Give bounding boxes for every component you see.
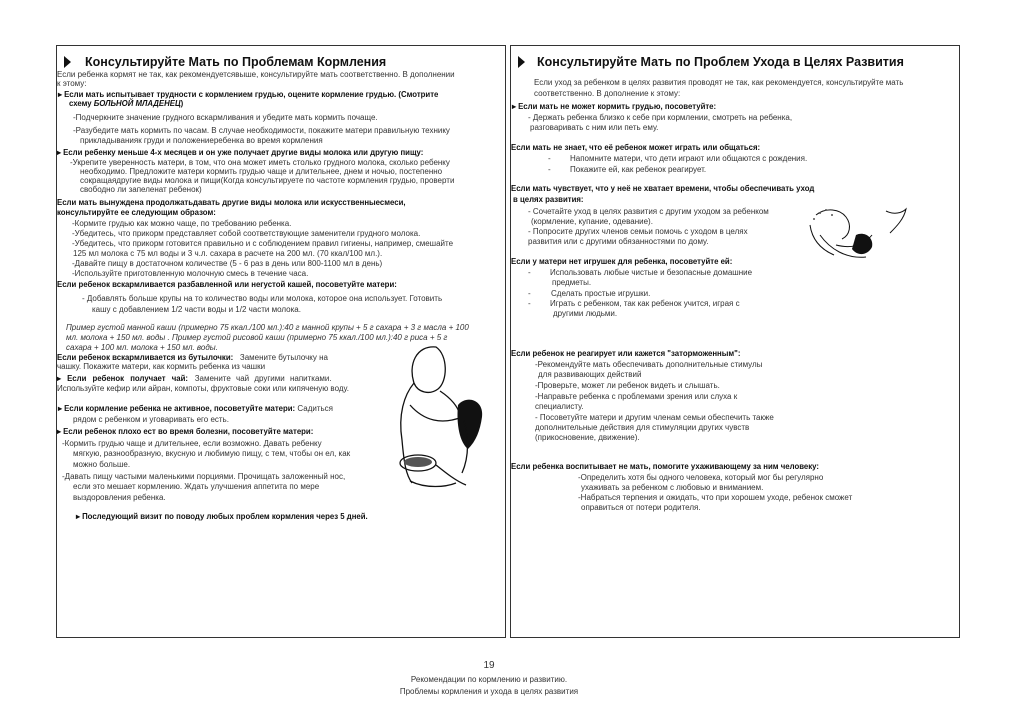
- text-line: специалисту.: [535, 402, 584, 411]
- parent-playing-with-baby-illustration: [806, 205, 910, 261]
- section-heading: ▸ Если мать не может кормить грудью, посоветуйте:: [512, 102, 717, 111]
- text-line: оправиться от потери родителя.: [581, 503, 701, 512]
- text-line: мл. молока + 150 мл. воды . Пример густой рисовой каши (примерно 75 ккал./100 мл.):40 г риса + 5 г: [66, 333, 448, 342]
- text-line: к этому:: [57, 79, 87, 88]
- text-line: Садиться: [297, 404, 333, 413]
- section-heading: ▸ Если ребенок получает чай:: [57, 374, 189, 383]
- text-line: -Давать пищу частыми маленькими порциями. Прочищать заложенный нос,: [62, 472, 346, 481]
- text-line: ухаживать за ребенком с любовью и вниманием.: [581, 483, 764, 492]
- text-line: -Кормите грудью как можно чаще, по требованию ребенка.: [72, 219, 292, 228]
- bullet-dash: -: [528, 299, 531, 308]
- text-line: дополнительные действия для стимуляции других чувств: [535, 423, 750, 432]
- text-line: -Определить хотя бы одного человека, который мог бы регулярно: [578, 473, 824, 482]
- text-line: если это мешает кормлению. Ждать улучшения аппетита по мере: [73, 482, 320, 491]
- triangle-bullet-icon: [518, 56, 525, 68]
- text-line: [58, 404, 333, 414]
- text-line: - Держать ребенка близко к себе при кормлении, смотреть на ребенка,: [528, 113, 793, 122]
- footer-line-2: Проблемы кормления и ухода в целях развития: [399, 687, 579, 696]
- right-title: Консультируйте Мать по Проблем Ухода в Целях Развития: [537, 55, 904, 69]
- text-line: Использовать любые чистые и безопасные домашние: [550, 268, 753, 277]
- bullet-dash: -: [548, 154, 551, 163]
- text-line: Если уход за ребенком в целях развития проводят не так, как рекомендуется, консультируйте мать: [534, 78, 904, 87]
- section-heading: ▸ Если ребенок плохо ест во время болезни, посоветуйте матери:: [57, 427, 314, 436]
- text-line: -Набраться терпения и ожидать, что при хорошем уходе, ребенок сможет: [578, 493, 853, 502]
- text-line: Если ребенка кормят не так, как рекомендуетсявыше, консультируйте мать соответственно. В дополнении: [57, 70, 455, 79]
- bullet-dash: -: [528, 268, 531, 277]
- text-line: предметы.: [552, 278, 592, 287]
- text-line: Напомните матери, что дети играют или общаются с рождения.: [570, 154, 808, 163]
- text-line: рядом с ребенком и уговаривать его есть.: [73, 415, 229, 424]
- text-line: -Используйте приготовленную молочную смесь в течение часа.: [72, 269, 309, 278]
- section-heading: Если ребенок вскармливается разбавленной или негустой кашей, посоветуйте матери:: [57, 280, 397, 289]
- text-line: - Сочетайте уход в целях развития с другим уходом за ребенком: [528, 207, 769, 216]
- text-line: для развивающих действий: [538, 370, 642, 379]
- text-line: мягкую, разнообразную, вкусную и любимую пищу, с тем, чтобы он ел, как: [73, 449, 351, 458]
- text-line: -Кормить грудью чаще и длительнее, если возможно. Давать ребенку: [62, 439, 322, 448]
- section-heading: консультируйте ее следующим образом:: [57, 208, 216, 217]
- section-heading: ▸ Если кормление ребенка не активное, посоветуйте матери:: [58, 404, 296, 413]
- text-line: Играть с ребенком, так как ребенок учится, играя с: [550, 299, 740, 308]
- text-line: свободно ли запеленат ребенок): [80, 185, 202, 194]
- section-heading: Если мать вынуждена продолжатьдавать другие виды молока или искусственныесмеси,: [57, 198, 406, 207]
- text-line: БОЛЬНОЙ МЛАДЕНЕЦ: [93, 99, 181, 108]
- follow-up-note: ▸ Последующий визит по поводу любых проблем кормления через 5 дней.: [76, 512, 368, 521]
- text-line: -Проверьте, может ли ребенок видеть и слышать.: [535, 381, 720, 390]
- text-line: сахара + 100 мл. молока + 150 мл. воды.: [66, 343, 218, 352]
- text-line: -Давайте пищу в достаточном количестве (5 - 6 раз в день или 800-1100 мл в день): [72, 259, 383, 268]
- section-heading: Если мать чувствует, что у неё не хватает времени, чтобы обеспечивать уход: [511, 184, 815, 193]
- right-panel: [510, 45, 960, 638]
- text-line: -Направьте ребенка с проблемами зрения или слуха к: [535, 392, 738, 401]
- text-line: - Попросите других членов семьи помочь с уходом в целях: [528, 227, 748, 236]
- text-line: -Укрепите уверенность матери, в том, что она может иметь столько грудного молока, сколько ребенку: [70, 158, 450, 167]
- section-heading: Если ребенок вскармливается из бутылочки:: [57, 353, 234, 362]
- text-line: Покажите ей, как ребенок реагирует.: [570, 165, 707, 174]
- text-line: необходимо. Предложите матери кормить грудью чаще и длительнее, днем и ночью, постепенно: [80, 167, 443, 176]
- text-line: -Разубедите мать кормить по часам. В случае необходимости, покажите матери правильную технику: [73, 126, 450, 135]
- text-line: соответственно. В дополнение к этому:: [534, 89, 681, 98]
- text-line: прикладыванияк груди и положениеребенка во время кормления: [80, 136, 323, 145]
- section-heading: ▸ Если мать испытывает трудности с кормлением грудью, оцените кормление грудью. (Смотрите: [58, 90, 439, 99]
- text-line: кашу с добавлением 1/2 части воды и 1/2 части молока.: [92, 305, 301, 314]
- text-line: Используйте кефир или айран, компоты, фруктовые соки или кипяченую воду.: [57, 384, 349, 393]
- section-heading: в целях развития:: [513, 195, 584, 204]
- text-line: выздоровления ребенка.: [73, 493, 166, 502]
- text-line: 125 мл молока с 75 мл воды и 3 ч.л. сахара в расчете на 200 мл. (70 ккал/100 мл.).: [73, 249, 383, 258]
- mother-feeding-child-illustration: [396, 345, 486, 490]
- text-line: -Подчеркните значение грудного вскармливания и убедите мать кормить почаще.: [73, 113, 378, 122]
- left-title: Консультируйте Мать по Проблемам Кормления: [85, 55, 387, 69]
- section-heading: Если мать не знает, что её ребенок может играть или общаться:: [511, 143, 761, 152]
- text-line: Замените чай другими напитками.: [194, 374, 332, 383]
- section-heading: ▸ Если ребенку меньше 4-х месяцев и он уже получает другие виды молока или другую пищу:: [57, 148, 424, 157]
- section-heading: Если у матери нет игрушек для ребенка, посоветуйте ей:: [511, 257, 733, 266]
- text-line: Пример густой манной каши (примерно 75 ккал./100 мл.):40 г манной крупы + 5 г сахара + 3 г масла + 100: [66, 323, 469, 332]
- section-heading: Если ребенка воспитывает не мать, помогите ухаживающему за ним человеку:: [511, 462, 819, 471]
- text-line: развития или с другими обязанностями по дому.: [528, 237, 709, 246]
- text-line: разговаривать с ним или петь ему.: [530, 123, 659, 132]
- page-number: 19: [483, 660, 495, 671]
- text-line: Сделать простые игрушки.: [551, 289, 651, 298]
- text-line: схему: [69, 99, 94, 108]
- text-line: - Посоветуйте матери и другим членам семьи обеспечить также: [535, 413, 774, 422]
- triangle-bullet-icon: [64, 56, 71, 68]
- text-line: чашку. Покажите матери, как кормить ребенка из чашки: [57, 362, 266, 371]
- text-line: [57, 374, 332, 384]
- text-line: можно больше.: [73, 460, 131, 469]
- footer-line-1: Рекомендации по кормлению и развитию.: [410, 675, 568, 684]
- text-line: сокращаядругие виды молока и пищи(Когда консультируете по частоте кормления грудью, проверти: [80, 176, 455, 185]
- text-line: -Рекомендуйте мать обеспечивать дополнительные стимулы: [535, 360, 763, 369]
- text-line: Замените бутылочку на: [239, 353, 328, 362]
- text-line: (прикосновение, движение).: [535, 433, 640, 442]
- text-line: (кормление, купание, одевание).: [531, 217, 653, 226]
- bullet-dash: -: [548, 165, 551, 174]
- bullet-dash: -: [528, 289, 531, 298]
- text-line: -Убедитесь, что прикорм представляет собой соответствующие заменители грудного молока.: [72, 229, 421, 238]
- section-heading: схему БОЛЬНОЙ МЛАДЕНЕЦ): [69, 99, 184, 108]
- text-line: другими людьми.: [553, 309, 618, 318]
- text-line: - Добавлять больше крупы на то количество воды или молока, которое она использует. Готовить: [82, 294, 443, 303]
- section-heading: Если ребенок не реагирует или кажется "заторможенным":: [511, 349, 741, 358]
- text-line: -Убедитесь, что прикорм готовится правильно и с соблюдением правил гигиены, например, смешайте: [72, 239, 454, 248]
